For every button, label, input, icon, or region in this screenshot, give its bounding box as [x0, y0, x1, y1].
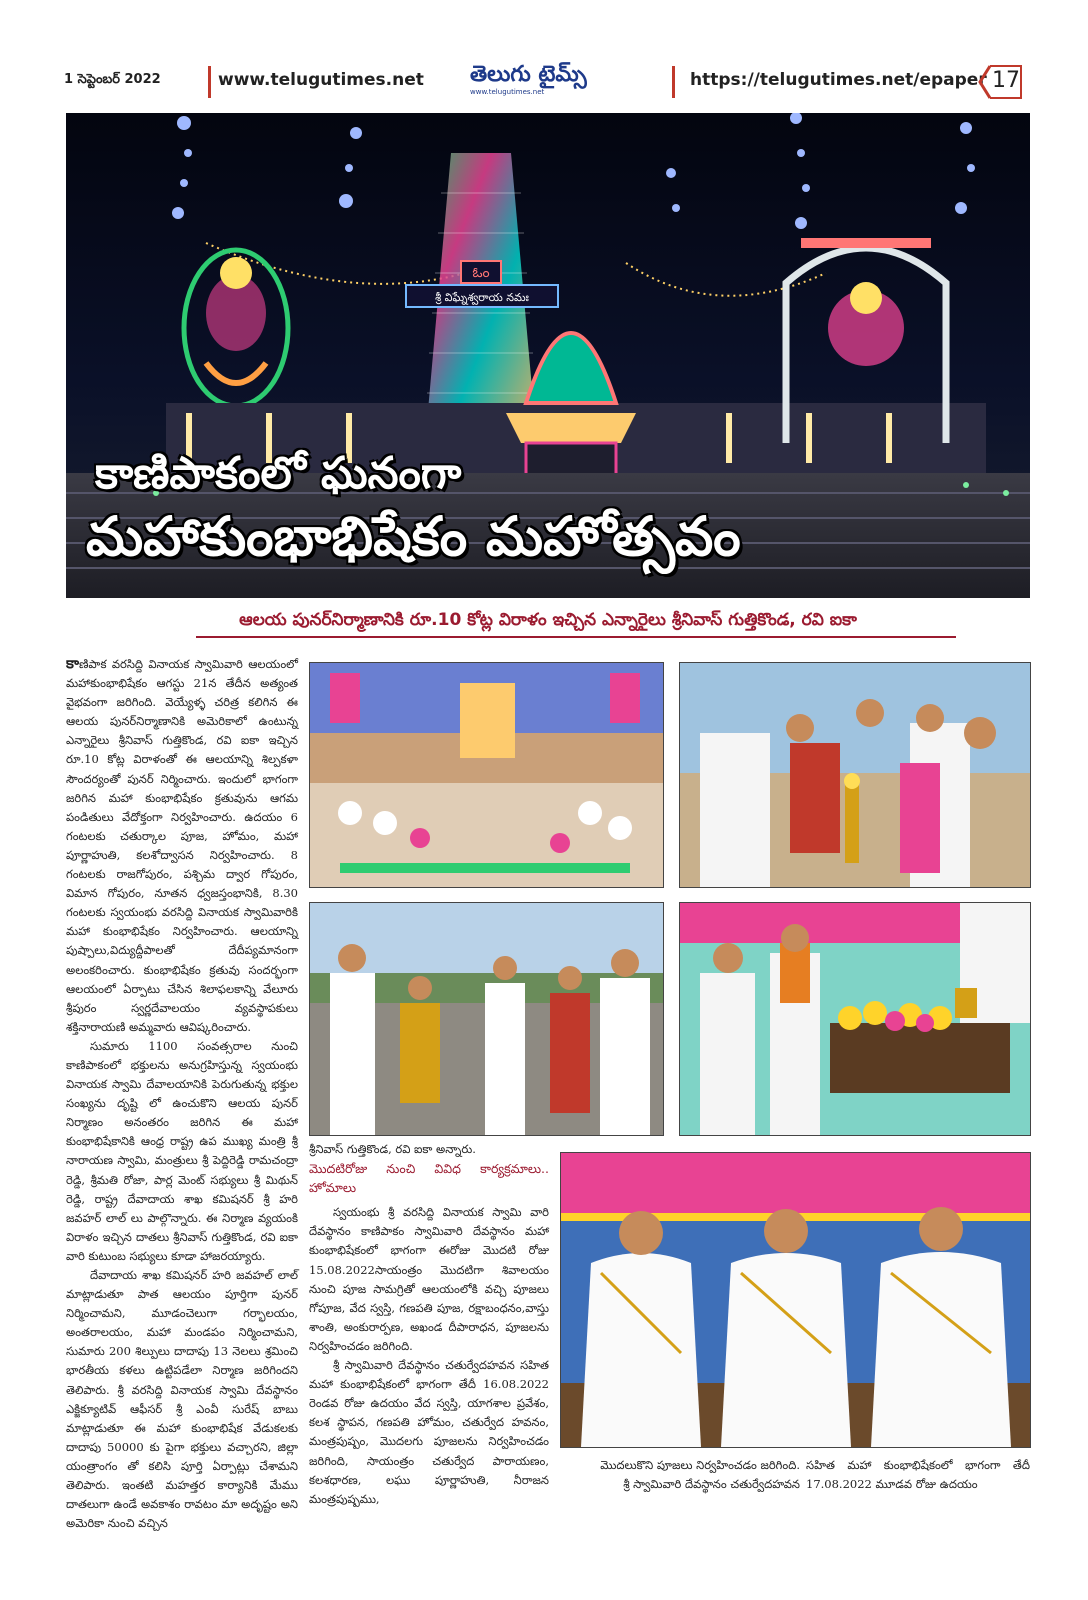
- dignitaries-prayer-illustration: [310, 903, 663, 1135]
- page-number-badge: [978, 64, 1022, 100]
- photo-temple-pooja-hall: [309, 662, 664, 888]
- telugu-times-logo: [470, 62, 630, 102]
- subheadline: ఆలయ పునర్‌నిర్మాణానికి రూ.10 కోట్ల విరాళం ఇచ్చిన ఎన్నారైలు శ్రీనివాస్‌ గుత్తికొండ, రవి ఐకా: [239, 610, 857, 630]
- priests-ritual-illustration: [680, 903, 1030, 1135]
- header-divider: [208, 66, 211, 98]
- article-col1-p2: సుమారు 1100 సంవత్సరాల నుంచి కాణిపాకంలో భక్తులను అనుగ్రహిస్తున్న స్వయంభు వినాయక స్వామి దేవాలయానికి పెరుగుతున్న భక్తుల సంఖ్యను దృష్టి లో ఉంచుకొని ఆలయ పునర్‌ నిర్మాణం అనంతరం జరిగిన ఈ మహా కుంభాభిషేకానికి ఆంధ్ర రాష్ట్ర ఉప ముఖ్య మంత్రి శ్రీ నారాయణ స్వామి, మంత్రులు శ్రీ పెద్దిరెడ్డి రామచంద్రా రెడ్డి, శ్రీమతి రోజా, పార్ల మెంట్ సభ్యులు శ్రీ మిథున్ రెడ్డి, రాష్ట్ర దేవాదాయ శాఖ కమిషనర్ శ్రీ హరి జవహర్ లాల్ లు పాల్గొన్నారు. ఈ నిర్మాణ వ్యయంకి విరాళం ఇచ్చిన దాతలు శ్రీనివాస్ గుత్తికొండ, రవి ఐకా వారి కుటుంబ సభ్యులు కూడా హాజరయ్యారు.: [66, 1038, 298, 1263]
- logo-text: తెలుగు టైమ్స్: [470, 62, 587, 87]
- photo-lamp-lighting: [679, 662, 1031, 888]
- issue-date: 1 సెప్టెంబర్ 2022: [64, 72, 161, 87]
- article-column-1: [66, 654, 298, 1533]
- article-col2-continuation: శ్రీనివాస్ గుత్తికొండ, రవి ఐకా అన్నారు.: [309, 1142, 476, 1156]
- article-column-3: [568, 1456, 800, 1494]
- photo-donors-group: [560, 1152, 1031, 1448]
- banner-om-text: ఓం: [472, 265, 490, 281]
- article-dropcap: కా: [66, 654, 80, 672]
- pooja-hall-illustration: [310, 663, 663, 887]
- photo-priests-ritual: [679, 902, 1031, 1136]
- header-divider-right: [672, 66, 675, 98]
- article-col1-p3: దేవాదాయ శాఖ కమిషనర్ హరి జవహల్ లాల్ మాట్లాడుతూ పాత ఆలయం పూర్తిగా పునర్ నిర్మించామని, మూడంచెలుగా గర్భాలయం, అంతరాలయం, మహా మండపం నిర్మించామని, సుమారు 200 శిల్పులు దాదాపు 13 నెలలు శ్రమించి భారతీయ కళలు ఉట్టిపడేలా నిర్మాణ జరిగిందని తెలిపారు. శ్రీ వరసిద్ది వినాయక స్వామి దేవస్థానం ఎక్జిక్యూటివ్ ఆఫీసర్ శ్రీ ఎంవీ సురేష్ బాబు మాట్లాడుతూ ఈ మహా కుంభాభిషేక వేడుకలకు దాదాపు 50000 కు పైగా భక్తులు వచ్చారని, జిల్లా యంత్రాంగం తో కలిసి పూర్తి ఏర్పాట్లు చేశామని తెలిపారు. ఇంతటి మహత్తర కార్యానికి మేము దాతలుగా ఉండే అవకాశం రావటం మా అదృష్టం అని అమెరికా నుంచి వచ్చిన: [66, 1268, 298, 1531]
- article-column-2: [309, 1140, 549, 1509]
- article-col2-p2: శ్రీ స్వామివారి దేవస్థానం చతుర్వేదహవన సహిత మహా కుంభాభిషేకంలో భాగంగా తేదీ 16.08.2022 రెండవ రోజు ఉదయం వేద స్వస్తి, యాగశాల ప్రవేశం, కలశ స్థాపన, గణపతి హోమం, చతుర్వేద హవనం, మంత్రపుష్పం, మొదలగు పూజలను నిర్వహించడం జరిగింది, సాయంత్రం చతుర్వేద పారాయణం, కలశధారణ, లఘు పూర్ణాహుతి, నీరాజన మంత్రపుష్పము,: [309, 1358, 549, 1506]
- banner-name-text: శ్రీ విఘ్నేశ్వరాయ నమః: [435, 291, 529, 304]
- donors-group-illustration: [561, 1153, 1030, 1447]
- article-col2-p1: స్వయంభు శ్రీ వరసిద్ది వినాయక స్వామి వారి దేవస్థానం కాణిపాకం స్వామివారి దేవస్థానం మహా కుంభాభిషేకంలో భాగంగా ఈరోజు మొదటి రోజు 15.08.2022సాయంత్రం మొదటిగా శివాలయం నుంచి పూజ సామగ్రితో ఆలయంలోకి వచ్చి పూజలు గోపూజ, వేద స్వస్తి, గణపతి పూజ, రక్షాబంధనం,వాస్తు శాంతి, అంకురార్పణ, అఖండ దీపారాధన, పూజలను నిర్వహించడం జరిగింది.: [309, 1205, 549, 1353]
- epaper-url-link[interactable]: https://telugutimes.net/epaper: [690, 70, 987, 90]
- headline-line-1: కాణిపాకంలో ఘనంగా: [95, 448, 462, 499]
- logo-subtext: www.telugutimes.net: [470, 88, 545, 96]
- subheadline-underline: [196, 636, 956, 638]
- article-col1-p1: ణిపాక వరసిద్ది వినాయక స్వామివారి ఆలయంలో మహాకుంభాభిషేకం ఆగస్టు 21న తేదీన అత్యంత వైభవంగా జరిగింది. వెయ్యేళ్ళ చరిత్ర కలిగిన ఈ ఆలయ పునర్‌నిర్మాణానికి అమెరికాలో ఉంటున్న ఎన్నారైలు శ్రీనివాస్‌ గుత్తికొండ, రవి ఐకా ఇచ్చిన రూ.10 కోట్ల విరాళంతో ఈ ఆలయాన్ని శిల్పకళా సౌందర్యంతో పునర్‌ నిర్మించారు. ఇందులో భాగంగా జరిగిన మహా కుంభాభిషేకం క్రతువును ఆగమ పండితులు వేదోక్తంగా నిర్వహించారు. ఉదయం 6 గంటలకు చతుర్కాల పూజ, హోమం, మహా పూర్ణాహుతి, కలశోద్వాసన నిర్వహించారు. 8 గంటలకు రాజగోపురం, పశ్చిమ ద్వార గోపురం, విమాన గోపురం, నూతన ధ్వజస్తంభానికి, 8.30 గంటలకు స్వయంభు వరసిద్ది వినాయక స్వామివారికి మహా కుంభాభిషేకం నిర్వహించారు. ఆలయాన్ని పుష్పాలు,విద్యుద్దీపాలతో దేదీప్యమానంగా అలంకరించారు. కుంభాభిషేకం క్రతువు సందర్భంగా ఆలయంలో ఏర్పాటు చేసిన శిలాఫలకాన్ని వేలూరు శ్రీపురం స్వర్ణదేవాలయం వ్యవస్థాపకులు శక్తినారాయణి అమ్మవారు ఆవిష్కరించారు.: [66, 657, 298, 1034]
- article-column-4: [806, 1456, 1030, 1494]
- photo-dignitaries-prayer: [309, 902, 664, 1136]
- article-col2-subheading: మొదటిరోజు నుంచి వివిధ కార్యక్రమాలు.. హోమాలు: [309, 1161, 549, 1196]
- article-col3-line2: శ్రీ స్వామివారి దేవస్థానం చతుర్వేదహవన: [623, 1477, 800, 1491]
- headline-line-2: మహాకుంభాభిషేకం మహోత్సవం: [86, 505, 741, 568]
- page-number: 17: [992, 68, 1020, 93]
- article-col4-text: సహిత మహా కుంభాభిషేకంలో భాగంగా తేదీ 17.08.2022 మూడవ రోజు ఉదయం: [806, 1458, 1030, 1491]
- site-url-link[interactable]: www.telugutimes.net: [218, 70, 424, 90]
- lamp-lighting-illustration: [680, 663, 1030, 887]
- article-col3-line1: మొదలుకొని పూజలు నిర్వహించడం జరిగింది.: [600, 1458, 800, 1472]
